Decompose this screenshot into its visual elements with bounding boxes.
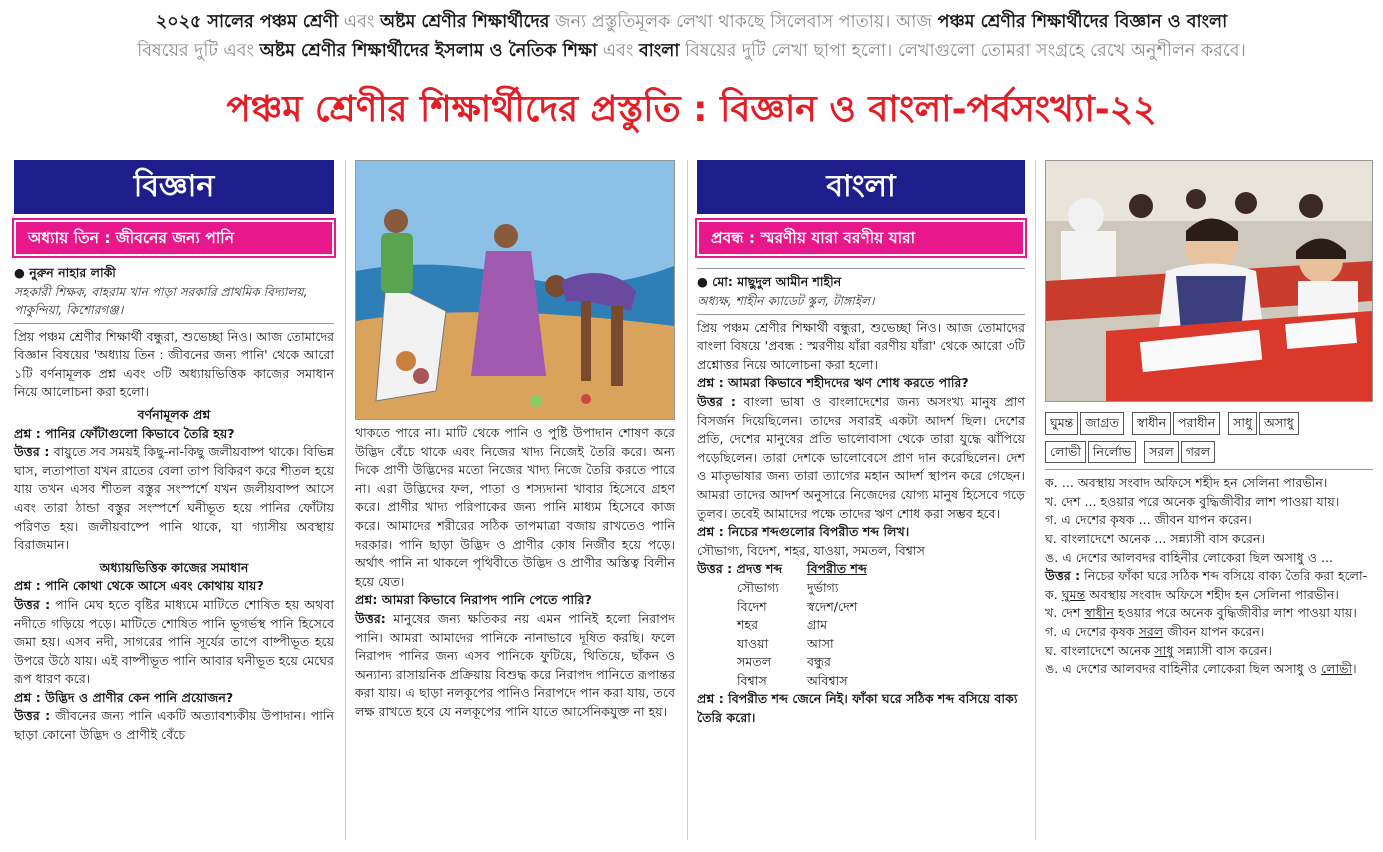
column-divider — [687, 160, 688, 840]
word-box: জাগ্রত — [1080, 412, 1124, 435]
table-header-given: উত্তর : প্রদত্ত শব্দ — [697, 561, 783, 577]
antonym: গ্রাম — [807, 617, 828, 633]
water-collection-illustration — [355, 160, 675, 420]
answer-text: নিচের ফাঁকা ঘরে সঠিক শব্দ বসিয়ে বাক্য তৈরি করা হলো- — [1080, 568, 1368, 584]
intro-line-2 — [10, 37, 1373, 66]
antonym-row — [697, 579, 1025, 598]
word: বিদেশ — [737, 598, 767, 614]
answer — [1045, 567, 1373, 586]
question: প্রশ্ন: আমরা কিভাবে নিরাপদ পানি পেতে পারি? — [355, 592, 592, 608]
answer-text: বায়ুতে সব সময়ই কিছু-না-কিছু জলীয়বাষ্প থাকে। বিভিন্ন ঘাস, লতাপাতা যখন রাতের বেলা তাপ বিকিরণ করে শীতল হয়ে যায় তখন এসব শীতল বস্তুর সংস্পর্শে যখন জলীয়বাষ্প আসে এবং তারা ঠান্ডা বস্তুর সংস্পর্শে ঘনীভূত হয়ে পানির ফোঁটায় পরিণত হয়। জলীয়বাষ্পে পানি থাকে, যা গ্যাসীয় অবস্থায় বিরাজমান। — [14, 444, 334, 553]
bangla-chapter-banner: প্রবন্ধ : স্মরণীয় যারা বরণীয় যারা — [697, 220, 1025, 256]
illustration-svg — [356, 161, 674, 419]
sentence-part: । — [1352, 661, 1357, 677]
blank-sentence: গ. এ দেশের কৃষক ... জীবন যাপন করেন। — [1045, 512, 1252, 528]
page-title: পঞ্চম শ্রেণীর শিক্ষার্থীদের প্রস্তুতি : বিজ্ঞান ও বাংলা-পর্বসংখ্যা-২২ — [226, 89, 1157, 130]
bangla-heading: বাংলা — [697, 160, 1025, 214]
intro-text: পঞ্চম শ্রেণীর শিক্ষার্থীদের বিজ্ঞান ও বাংলা — [937, 12, 1228, 32]
bangla-affiliation: অধ্যক্ষ, শাহীন ক্যাডেট স্কুল, টাঙ্গাইল। — [697, 293, 875, 308]
word-box: লোভী — [1045, 441, 1086, 464]
word-pair — [1144, 441, 1217, 464]
sentence-part: অবস্থায় সংবাদ অফিসে শহীদ হন সেলিনা পারভীন। — [1085, 586, 1339, 602]
science-author: ● নুরুন নাহার লাকী — [14, 265, 116, 280]
blank-sentence: ক. ... অবস্থায় সংবাদ অফিসে শহীদ হন সেলিনা পারভীন। — [1045, 475, 1328, 491]
intro-line-1 — [10, 8, 1373, 37]
antonym: আসা — [807, 635, 834, 651]
bangla-intro: প্রিয় পঞ্চম শ্রেণীর শিক্ষার্থী বন্ধুরা, শুভেচ্ছা নিও। আজ তোমাদের বাংলা বিষয়ে 'প্রবন্ধ : স্মরণীয় যাঁরা বরণীয় যাঁরা' থেকে আরো ৩টি প্রশ্নোত্তর নিয়ে আলোচনা করা হলো। — [697, 319, 1025, 372]
science-affiliation: সহকারী শিক্ষক, বাহরাম খান পাড়া সরকারি প্রাথমিক বিদ্যালয়, পাকুন্দিয়া, কিশোরগঞ্জ। — [14, 284, 308, 317]
word-box: অসাধু — [1259, 412, 1299, 435]
answer-text: বাংলা ভাষা ও বাংলাদেশের জন্য অসংখ্য মানুষ প্রাণ বিসর্জন দিয়েছিলেন। তাদের সবারই একটা আদর্শ ছিল। দেশের প্রতি, দেশের মানুষের প্রতি ভালোবাসা থেকে তারা যুদ্ধে ঝাঁপিয়ে পড়েছিলেন। তারা দেশকে ভালোবেসে প্রাণ দান করেছিলেন। দেশ ও মাতৃভাষার জন্য তারা ত্যাগের মহান আদর্শ স্থাপন করে গেছেন। আমরা তাদের আদর্শ অনুসারে নিজেদের যোগ্য মানুষ হিসেবে গড়ে তুলব। তবেই আমাদের পক্ষে তাদের ঋণ শোধ করা সম্ভব হবে। — [697, 393, 1025, 521]
table-header-opposite: বিপরীত শব্দ — [807, 561, 867, 577]
answer — [14, 443, 334, 555]
sentence-part: খ. দেশ — [1045, 605, 1085, 621]
column-divider — [345, 160, 346, 840]
intro-text: অষ্টম শ্রেণীর শিক্ষার্থীদের ইসলাম ও নৈতিক শিক্ষা — [259, 41, 598, 61]
science-heading: বিজ্ঞান — [14, 160, 334, 214]
word: সৌভাগ্য — [737, 579, 779, 595]
intro-text: ২০২৫ সালের — [155, 12, 260, 32]
filled-word: সরল — [1138, 623, 1164, 639]
word-box-rows — [1045, 412, 1373, 463]
answer-label: উত্তর : — [1045, 568, 1081, 584]
answer-label: উত্তর : — [14, 708, 51, 724]
answer-label: উত্তর : — [697, 393, 736, 409]
intro-text: জন্য প্রস্তুতিমূলক লেখা থাকছে সিলেবাস পাতায়। আজ — [549, 12, 938, 32]
sentence-part: ক. — [1045, 586, 1062, 602]
word-box-row — [1045, 412, 1373, 435]
divider — [697, 268, 1025, 269]
question: প্রশ্ন : পানির ফোঁটাগুলো কিভাবে তৈরি হয়? — [14, 425, 235, 441]
section-heading: অধ্যায়ভিত্তিক কাজের সমাধান — [99, 559, 249, 575]
question: প্রশ্ন : আমরা কিভাবে শহীদদের ঋণ শোধ করতে পারি? — [697, 375, 969, 391]
filled-word: সাধু — [1154, 642, 1174, 658]
word-pair — [1045, 441, 1138, 464]
antonym: স্বদেশ/দেশ — [807, 598, 858, 614]
answer-text: মানুষের জন্য ক্ষতিকর নয় এমন পানিই হলো নিরাপদ পানি। আমরা আমাদের পানিকে নানাভাবে দূষিত করছি। ফলে নিরাপদ পানির জন্য এসব পানিকে ফুটিয়ে, থিতিয়ে, ছাঁকন ও অন্যান্য রাসায়নিক প্রক্রিয়ায় বিশুদ্ধ করে নিরাপদ পানিতে রূপান্তর করা যায়। এ ছাড়া নলকূপের পানিও নিরাপদে পান করা যায়, তবে লক্ষ রাখতে হবে যে নলকূপের পানি যাতে আর্সেনিকযুক্ত না হয়। — [355, 610, 676, 719]
word: বিশ্বাস — [737, 672, 767, 688]
answer — [355, 610, 675, 722]
sentence-part: জীবন যাপন করেন। — [1163, 623, 1265, 639]
photo-svg — [1046, 161, 1372, 401]
filled-sentence — [1045, 604, 1373, 623]
filled-sentence — [1045, 623, 1373, 642]
word-list: সৌভাগ্য, বিদেশ, শহর, যাওয়া, সমতল, বিশ্বাস — [697, 542, 925, 558]
filled-word: স্বাধীন — [1084, 605, 1114, 621]
antonym-row — [697, 616, 1025, 635]
antonym-row — [697, 598, 1025, 617]
word-box: সরল — [1144, 441, 1178, 464]
filled-word: ঘুমন্ত — [1061, 586, 1086, 602]
antonym: দুর্ভাগ্য — [807, 579, 839, 595]
answer — [14, 596, 334, 689]
sentence-part: হওয়ার পরে অনেক বুদ্ধিজীবীর লাশ পাওয়া যায়। — [1113, 605, 1357, 621]
divider — [1045, 469, 1373, 470]
word: শহর — [737, 617, 758, 633]
word-box: নির্লোভ — [1088, 441, 1136, 464]
question: প্রশ্ন : বিপরীত শব্দ জেনে নিই। ফাঁকা ঘরে সঠিক শব্দ বসিয়ে বাক্য তৈরি করো। — [697, 691, 1018, 726]
intro-text: বিষয়ের দুটি লেখা ছাপা হলো। লেখাগুলো তোমরা সংগ্রহে রেখে অনুশীলন করবে। — [679, 41, 1246, 61]
word-box: সাধু — [1228, 412, 1257, 435]
section-heading: বর্ণনামূলক প্রশ্ন — [137, 406, 211, 422]
science-column — [14, 160, 334, 745]
answer — [697, 393, 1025, 523]
blank-sentence: খ. দেশ ... হওয়ার পরে অনেক বুদ্ধিজীবীর লাশ পাওয়া যায়। — [1045, 493, 1340, 509]
intro-text: এবং — [597, 41, 639, 61]
question: প্রশ্ন : পানি কোথা থেকে আসে এবং কোথায় যায়? — [14, 578, 264, 594]
answer — [14, 707, 334, 744]
sentence-part: গ. এ দেশের কৃষক — [1045, 623, 1139, 639]
word-box: স্বাধীন — [1132, 412, 1171, 435]
answer-label: উত্তর: — [355, 610, 386, 626]
word-pair — [1045, 412, 1126, 435]
word: সমতল — [737, 654, 772, 670]
antonym-table-header — [697, 560, 1025, 579]
filled-sentence — [1045, 660, 1373, 679]
science-intro: প্রিয় পঞ্চম শ্রেণীর শিক্ষার্থী বন্ধুরা, শুভেচ্ছা নিও। আজ তোমাদের বিজ্ঞান বিষয়ের 'অধ্যায় তিন : জীবনের জন্য পানি' থেকে আরো ১টি বর্ণনামূলক প্রশ্ন এবং ৩টি অধ্যায়ভিত্তিক কাজের সমাধান নিয়ে আলোচনা করা হলো। — [14, 328, 334, 400]
science-continued-column — [355, 160, 675, 722]
word-box: পরাধীন — [1173, 412, 1220, 435]
bangla-column — [697, 160, 1025, 728]
science-continuation: থাকতে পারে না। মাটি থেকে পানি ও পুষ্টি উপাদান শোষণ করে উদ্ভিদ বেঁচে থাকে এবং নিজের খাদ্য নিজেই তৈরি করে। অন্য দিকে প্রাণী উদ্ভিদের মতো নিজের খাদ্য নিজে তৈরি করতে পারে না। এরা উদ্ভিদের ফল, পাতা ও শস্যদানা খাবার হিসেবে গ্রহণ করে। প্রাণীর খাদ্য পরিপাকের জন্য পানি মাধ্যম হিসেবে কাজ করে। আমাদের শরীরের সঠিক তাপমাত্রা বজায় রাখতেও পানি দরকার। পানি ছাড়া উদ্ভিদ ও প্রাণীর কোষ নির্জীব হয়ে পড়ে। অর্থাৎ পানি না থাকলে পৃথিবীতে উদ্ভিদ ও প্রাণীর অস্তিত্ব বিলীন হয়ে যেত। — [355, 425, 675, 589]
word-pair — [1228, 412, 1301, 435]
bangla-continued-column — [1045, 160, 1373, 679]
divider — [697, 314, 1025, 315]
answer-label: উত্তর : — [14, 444, 50, 460]
answer-text: পানি মেঘ হতে বৃষ্টির মাধ্যমে মাটিতে শোষিত হয় অথবা নদীতে গড়িয়ে পড়ে। মাটিতে শোষিত পানি ভূগর্ভস্থ পানি হিসেবে জমা হয়। এসব নদী, সাগরের পানি সূর্যের তাপে বাষ্পীভূত হয়ে উপরে উঠে যায়। এই বাষ্পীভূত পানি আবার ঘনীভূত হয়ে মেঘের রূপ ধারণ করে। — [14, 596, 334, 687]
question: প্রশ্ন : নিচের শব্দগুলোর বিপরীত শব্দ লিখ। — [697, 524, 910, 540]
antonym: বন্ধুর — [807, 654, 831, 670]
filled-word: লোভী — [1321, 661, 1353, 677]
antonym-row — [697, 653, 1025, 672]
word-box: গরল — [1181, 441, 1215, 464]
question: প্রশ্ন : উদ্ভিদ ও প্রাণীর কেন পানি প্রয়োজন? — [14, 689, 234, 705]
intro-text: পঞ্চম শ্রেণী — [259, 12, 339, 32]
blank-sentence: ঙ. এ দেশের আলবদর বাহিনীর লোকেরা ছিল অসাধু ও ... — [1045, 549, 1333, 565]
filled-sentence — [1045, 642, 1373, 661]
science-chapter-banner: অধ্যায় তিন : জীবনের জন্য পানি — [14, 220, 334, 256]
word: যাওয়া — [737, 635, 769, 651]
divider — [14, 323, 334, 324]
word-box: ঘুমন্ত — [1045, 412, 1078, 435]
bangla-author: ● মো: মাছুদুল আমীন শাহীন — [697, 274, 842, 289]
intro-text: অষ্টম শ্রেণীর শিক্ষার্থীদের — [379, 12, 550, 32]
answer-label: উত্তর : — [14, 596, 51, 612]
sentence-part: ঙ. এ দেশের আলবদর বাহিনীর লোকেরা ছিল অসাধু ও — [1045, 661, 1321, 677]
intro-notice — [10, 8, 1373, 66]
filled-sentence — [1045, 586, 1373, 605]
antonym-row — [697, 672, 1025, 691]
word-pair — [1132, 412, 1222, 435]
sentence-part: সন্ন্যাসী বাস করেন। — [1173, 642, 1272, 658]
antonym-row — [697, 635, 1025, 654]
column-divider — [1035, 160, 1036, 840]
sentence-part: ঘ. বাংলাদেশে অনেক — [1045, 642, 1155, 658]
intro-text: বিষয়ের দুটি এবং — [137, 41, 260, 61]
intro-text: এবং — [338, 12, 380, 32]
word-box-row — [1045, 441, 1373, 464]
antonym: অবিশ্বাস — [807, 672, 848, 688]
intro-text: বাংলা — [638, 41, 680, 61]
blank-sentence: ঘ. বাংলাদেশে অনেক ... সন্ন্যাসী বাস করেন। — [1045, 530, 1265, 546]
classroom-photo — [1045, 160, 1373, 402]
answer-text: জীবনের জন্য পানি একটি অত্যাবশ্যকীয় উপাদান। পানি ছাড়া কোনো উদ্ভিদ ও প্রাণীই বেঁচে — [14, 708, 334, 743]
